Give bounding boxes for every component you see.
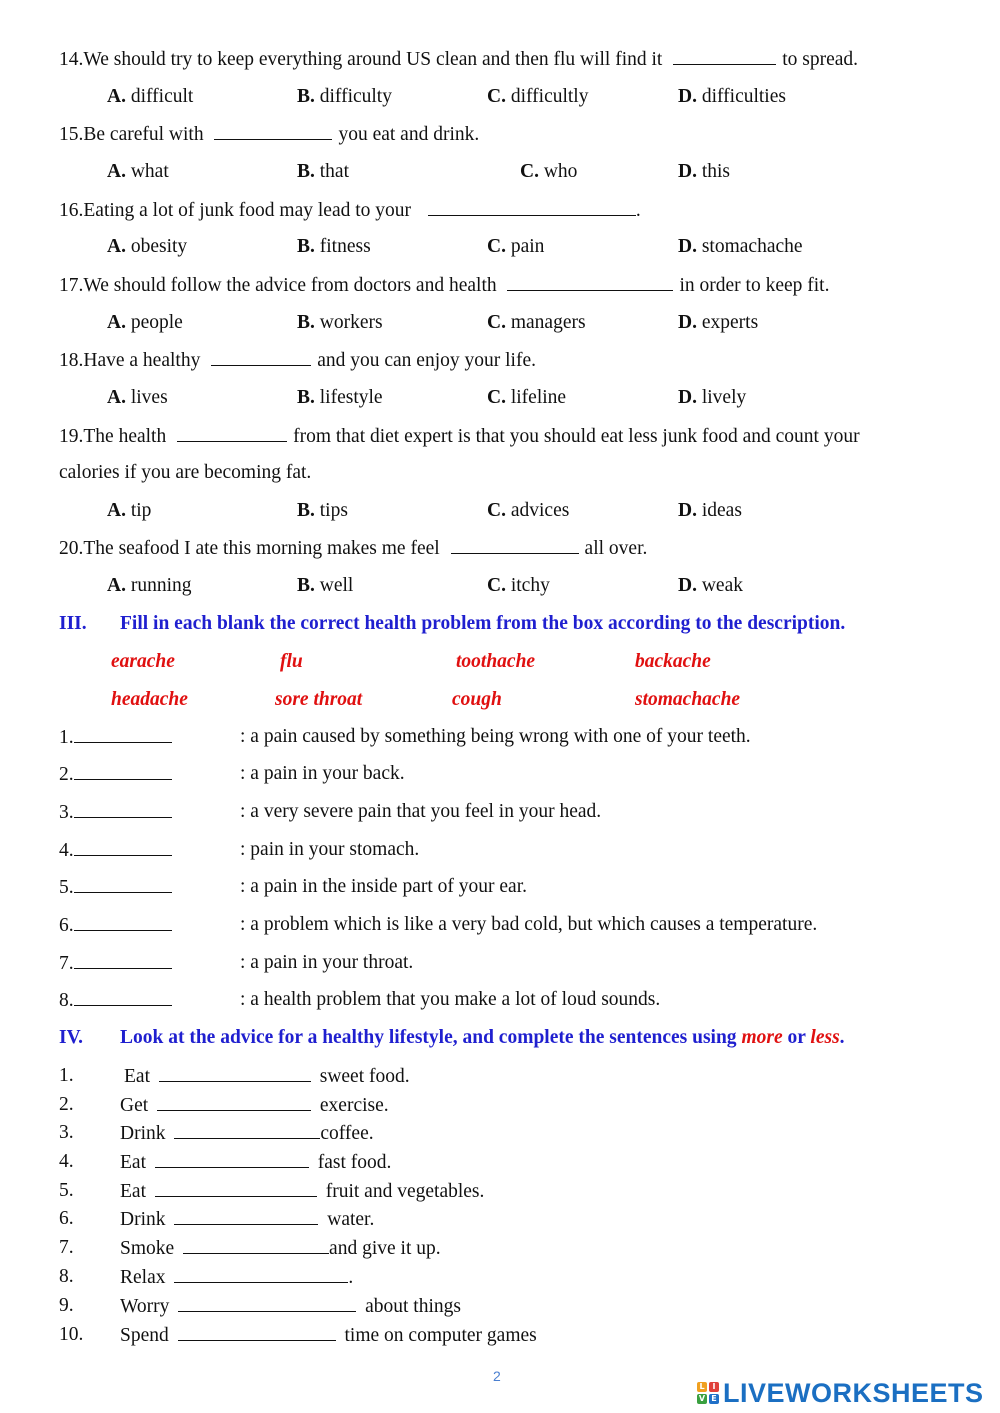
option-c[interactable]: C. pain [487,236,545,257]
box-word: sore throat [275,689,363,710]
answer-blank-18[interactable] [211,349,311,366]
item-sentence: Drink coffee. [120,1123,374,1144]
box-word: toothache [456,651,536,672]
section-4-item-5 [59,1180,485,1202]
box-word: cough [452,689,502,710]
option-d[interactable]: D. difficulties [678,86,786,107]
section-3-item-8 [59,989,661,1012]
item-number: 6. [59,1208,74,1229]
section-4-item-8 [59,1266,354,1288]
option-c[interactable]: C. managers [487,312,586,333]
answer-blank[interactable] [74,801,172,818]
question-stem: 18.Have a healthy [59,350,201,371]
question-14 [59,48,858,71]
option-c[interactable]: C. advices [487,500,570,521]
question-stem-end: in order to keep fit. [679,275,830,296]
option-b[interactable]: B. difficulty [297,86,392,107]
option-a[interactable]: A. what [107,161,169,182]
section-4-item-3 [59,1122,374,1144]
item-sentence: Drink water. [120,1209,375,1230]
option-c[interactable]: C. difficultly [487,86,589,107]
question-stem: 15.Be careful with [59,124,204,145]
section-title: Look at the advice for a healthy lifestyle, and complete the sentences using more or less. [120,1027,845,1048]
item-sentence: Eat fruit and vegetables. [120,1181,485,1202]
answer-blank[interactable] [174,1266,348,1283]
option-c[interactable]: C. lifeline [487,387,567,408]
question-stem-end: to spread. [782,49,859,70]
section-number: IV. [59,1027,84,1048]
section-3-item-4 [59,839,420,862]
item-number: 3. [59,1122,74,1143]
item-number: 7. [59,1237,74,1258]
option-d[interactable]: D. lively [678,387,747,408]
item-number: 2. [59,1094,74,1115]
answer-blank-16[interactable] [428,199,636,216]
option-d[interactable]: D. this [678,161,731,182]
answer-blank[interactable] [174,1122,320,1139]
question-stem-end: . [635,200,641,221]
option-d[interactable]: D. ideas [678,500,742,521]
option-b[interactable]: B. well [297,575,354,596]
item-description: : a pain in your back. [240,763,405,784]
box-word: stomachache [635,689,741,710]
option-c[interactable]: C. who [520,161,578,182]
answer-blank[interactable] [159,1065,311,1082]
question-15 [59,123,479,146]
answer-blank-15[interactable] [214,123,332,140]
question-stem: 20.The seafood I ate this morning makes me feel [59,538,440,559]
box-word: flu [280,651,303,672]
section-3-item-1 [59,726,751,749]
section-4-item-7 [59,1237,441,1259]
question-stem: 14.We should try to keep everything around US clean and then flu will find it [59,49,663,70]
question-16 [59,199,641,222]
section-number: III. [59,613,87,634]
box-word: headache [111,689,188,710]
option-a[interactable]: A. people [107,312,183,333]
item-description: : a problem which is like a very bad cold, but which causes a temperature. [240,914,818,935]
option-d[interactable]: D. experts [678,312,759,333]
answer-blank[interactable] [174,1208,318,1225]
question-20 [59,537,647,560]
item-description: : a pain in your throat. [240,952,414,973]
item-sentence: Smoke and give it up. [120,1238,441,1259]
option-a[interactable]: A. obesity [107,236,188,257]
option-b[interactable]: B. that [297,161,350,182]
answer-blank[interactable] [178,1324,336,1341]
item-description: : a very severe pain that you feel in your head. [240,801,602,822]
answer-blank[interactable] [74,763,172,780]
item-description: : pain in your stomach. [240,839,420,860]
answer-blank[interactable] [157,1094,311,1111]
section-3-heading [59,613,846,635]
section-4-heading [59,1027,845,1049]
item-number: 4. [59,840,74,861]
answer-blank[interactable] [178,1295,356,1312]
question-stem: 16.Eating a lot of junk food may lead to your [59,200,412,221]
section-4-item-4 [59,1151,392,1173]
question-19-cont: calories if you are becoming fat. [59,462,312,483]
logo-text: LIVEWORKSHEETS [723,1377,984,1408]
item-sentence: Get exercise. [120,1095,389,1116]
item-number: 10. [59,1324,84,1345]
question-stem-end: and you can enjoy your life. [317,350,536,371]
question-17 [59,274,829,297]
item-number: 4. [59,1151,74,1172]
option-b[interactable]: B. lifestyle [297,387,383,408]
section-4-item-6 [59,1208,375,1230]
item-number: 1. [59,1065,74,1086]
answer-blank-17[interactable] [507,274,673,291]
option-c[interactable]: C. itchy [487,575,550,596]
item-sentence: Eat sweet food. [124,1066,410,1087]
item-number: 6. [59,915,74,936]
item-number: 3. [59,802,74,823]
question-stem-end: all over. [584,538,648,559]
answer-blank[interactable] [155,1151,309,1168]
box-word: earache [111,651,175,672]
section-3-item-7 [59,952,414,975]
option-a[interactable]: A. tip [107,500,152,521]
answer-blank[interactable] [74,914,172,931]
section-4-item-2 [59,1094,389,1116]
page-number: 2 [493,1368,501,1384]
keyword-more: more [741,1027,783,1048]
option-b[interactable]: B. fitness [297,236,371,257]
section-3-item-2 [59,763,405,786]
item-number: 1. [59,727,74,748]
item-sentence: Worry about things [120,1296,461,1317]
option-b[interactable]: B. workers [297,312,383,333]
answer-blank[interactable] [74,989,172,1006]
item-number: 5. [59,1180,74,1201]
item-description: : a health problem that you make a lot of loud sounds. [240,989,661,1010]
question-stem-end: from that diet expert is that you should eat less junk food and count your [293,426,860,447]
answer-blank[interactable] [74,952,172,969]
section-3-item-6 [59,914,818,937]
question-19 [59,425,860,448]
section-3-item-3 [59,801,602,824]
question-18 [59,349,536,372]
question-stem-end: you eat and drink. [338,124,480,145]
word-box-row-2 [111,689,831,713]
item-description: : a pain in the inside part of your ear. [240,876,527,897]
answer-blank-20[interactable] [451,537,579,554]
section-4-item-9 [59,1295,461,1317]
word-box-row-1 [111,651,831,675]
answer-blank-14[interactable] [673,48,776,65]
item-number: 7. [59,953,74,974]
answer-blank[interactable] [74,839,172,856]
logo-blocks-icon: L I V E [697,1382,719,1404]
keyword-less: less [810,1027,840,1048]
item-description: : a pain caused by something being wrong with one of your teeth. [240,726,751,747]
section-title: Fill in each blank the correct health problem from the box according to the description. [120,613,846,634]
liveworksheets-logo[interactable] [697,1378,984,1408]
section-4-item-1 [59,1065,410,1087]
box-word: backache [635,651,711,672]
item-number: 8. [59,990,74,1011]
question-stem: 19.The health [59,426,167,447]
option-a[interactable]: A. difficult [107,86,194,107]
option-b[interactable]: B. tips [297,500,348,521]
item-number: 2. [59,764,74,785]
answer-blank-19[interactable] [177,425,287,442]
section-3-item-5 [59,876,527,899]
item-sentence: Eat fast food. [120,1152,392,1173]
option-a[interactable]: A. running [107,575,192,596]
item-sentence: Relax . [120,1267,354,1288]
option-d[interactable]: D. weak [678,575,743,596]
answer-blank[interactable] [155,1180,317,1197]
question-stem: 17.We should follow the advice from doctors and health [59,275,497,296]
answer-blank[interactable] [74,726,172,743]
answer-blank[interactable] [74,876,172,893]
item-sentence: Spend time on computer games [120,1325,537,1346]
item-number: 5. [59,877,74,898]
option-a[interactable]: A. lives [107,387,168,408]
option-d[interactable]: D. stomachache [678,236,803,257]
section-4-item-10 [59,1324,537,1346]
item-number: 8. [59,1266,74,1287]
answer-blank[interactable] [183,1237,329,1254]
item-number: 9. [59,1295,74,1316]
